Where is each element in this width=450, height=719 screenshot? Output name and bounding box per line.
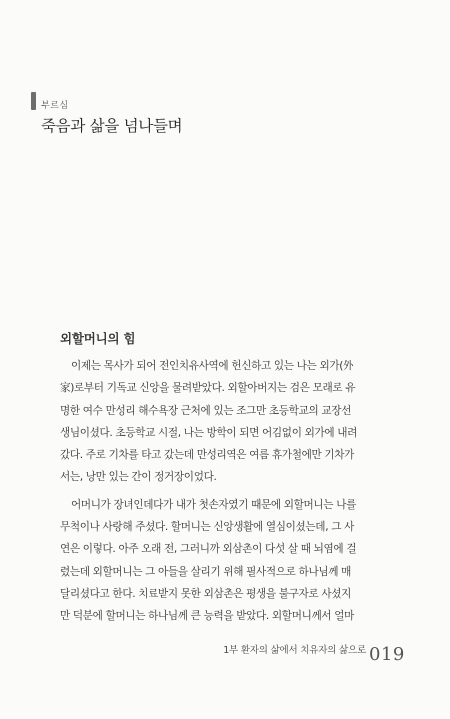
text-line: 무척이나 사랑해 주셨다. 할머니는 신앙생활에 열심이셨는데, 그 사 [60,521,355,534]
text-line: 어머니가 장녀인데다가 내가 첫손자였기 때문에 외할머니는 나를 [71,498,356,511]
text-line: 만 덕분에 할머니는 하나님께 큰 능력을 받았다. 외할머니께서 얼마 [60,610,355,623]
text-line: 家)로부터 기독교 신앙을 물려받았다. 외할아버지는 검은 모래로 유 [60,382,356,395]
part-title: 죽음과 삶을 넘나들며 [41,117,183,135]
page-number: 019 [369,644,405,665]
text-line: 연은 이렇다. 아주 오래 전, 그러니까 외삼촌이 다섯 살 때 뇌염에 걸 [60,543,357,556]
section-heading: 외할머니의 힘 [60,331,136,346]
running-footer: 1부 환자의 삶에서 치유자의 삶으로 [223,645,366,656]
text-line: 서는, 낭만 있는 간이 정거장이었다. [60,471,217,484]
part-label: 부르심 [41,101,69,111]
text-line: 명한 여수 만성리 해수욕장 근처에 있는 조그만 초등학교의 교장선 [60,404,351,417]
text-line: 갔다. 주로 기차를 타고 갔는데 만성리역은 여름 휴가철에만 기차가 [60,449,355,462]
text-line: 렸는데 외할머니는 그 아들을 살리기 위해 필사적으로 하나님께 매 [60,565,351,578]
text-line: 이제는 목사가 되어 전인치유사역에 헌신하고 있는 나는 외가(外 [71,360,354,372]
part-marker-bar [31,92,36,110]
text-line: 달리셨다고 한다. 치료받지 못한 외삼촌은 평생을 불구자로 사셨지 [60,587,351,600]
body-text [60,355,406,628]
text-line: 생님이셨다. 초등학교 시절, 나는 방학이 되면 어김없이 외가에 내려 [60,426,358,439]
